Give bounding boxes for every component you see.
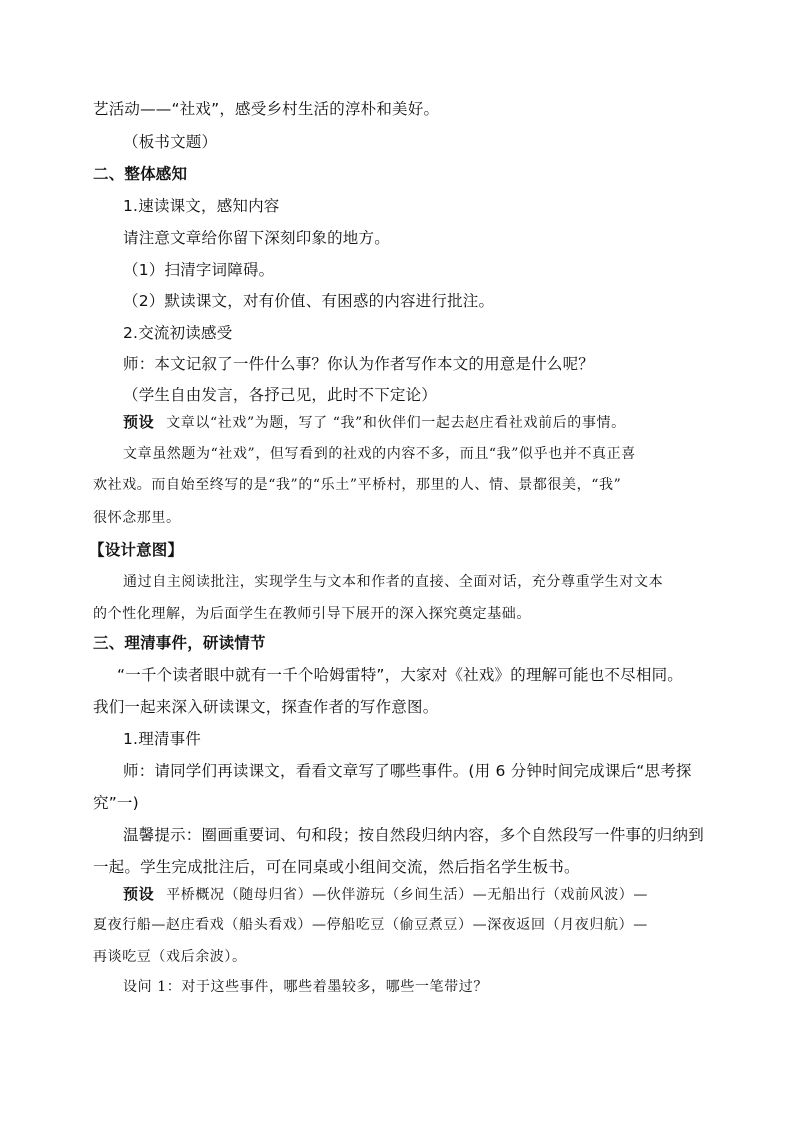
paragraph-line: 究”一) xyxy=(93,794,139,812)
paragraph-line: 艺活动——“社戏”，感受乡村生活的淳朴和美好。 xyxy=(93,100,440,118)
preset-text: 平桥概况（随母归省）—伙伴游玩（乡间生活）—无船出行（戏前风波）— xyxy=(166,887,649,903)
paragraph-line: （学生自由发言，各抒己见，此时不下定论） xyxy=(123,386,438,404)
paragraph-line: 的个性化理解，为后面学生在教师引导下展开的深入探究奠定基础。 xyxy=(93,606,531,622)
list-item: （1）扫清字词障碍。 xyxy=(123,261,275,279)
teacher-instruction: 师：请同学们再读课文，看看文章写了哪些事件。(用 6 分钟时间完成课后“思考探 xyxy=(123,762,692,780)
question-line: 设问 1：对于这些事件，哪些着墨较多，哪些一笔带过？ xyxy=(123,979,488,995)
preset-text: 文章以“社戏”为题，写了 “我”和伙伴们一起去赵庄看社戏前后的事情。 xyxy=(166,415,626,431)
paragraph-line: 欢社戏。而自始至终写的是“我”的“乐土”平桥村，那里的人、情、景都很美，“我” xyxy=(93,477,622,493)
design-intent-heading: 【设计意图】 xyxy=(89,541,184,559)
teacher-question: 师：本文记叙了一件什么事？你认为作者写作本文的用意是什么呢？ xyxy=(123,355,595,373)
paragraph-line: “一千个读者眼中就有一千个哈姆雷特”，大家对《社戏》的理解可能也不尽相同。 xyxy=(117,666,683,684)
preset-label: 预设 xyxy=(123,413,155,431)
preset-answer xyxy=(123,884,648,905)
subheading-speed-reading: 1.速读课文，感知内容 xyxy=(123,197,280,215)
paragraph-line: 夏夜行船—赵庄看戏（船头看戏）—停船吃豆（偷豆煮豆）—深夜返回（月夜归航）— xyxy=(93,917,648,933)
section-heading-overall-perception: 二、整体感知 xyxy=(93,165,188,183)
list-item: （2）默读课文，对有价值、有困惑的内容进行批注。 xyxy=(123,292,495,310)
preset-label: 预设 xyxy=(123,885,155,903)
board-note: （板书文题） xyxy=(123,133,218,151)
paragraph-line: 请注意文章给你留下深刻印象的地方。 xyxy=(123,229,390,247)
preset-answer xyxy=(123,412,626,433)
section-heading-events: 三、理清事件，研读情节 xyxy=(93,634,266,652)
paragraph-line: 一起。学生完成批注后，可在同桌或小组间交流，然后指名学生板书。 xyxy=(93,858,580,876)
tip-line: 温馨提示：圈画重要词、句和段；按自然段归纳内容，多个自然段写一件事的归纳到 xyxy=(123,826,704,844)
subheading-exchange-impressions: 2.交流初读感受 xyxy=(123,324,233,342)
subheading-clarify-events: 1.理清事件 xyxy=(123,730,201,748)
paragraph-line: 很怀念那里。 xyxy=(93,510,181,526)
paragraph-line: 再谈吃豆（戏后余波）。 xyxy=(93,949,247,965)
paragraph-line: 文章虽然题为“社戏”，但写看到的社戏的内容不多，而且“我”似乎也并不真正喜 xyxy=(123,446,636,462)
paragraph-line: 我们一起来深入研读课文，探查作者的写作意图。 xyxy=(93,698,439,716)
paragraph-line: 通过自主阅读批注，实现学生与文本和作者的直接、全面对话，充分尊重学生对文本 xyxy=(123,574,664,590)
